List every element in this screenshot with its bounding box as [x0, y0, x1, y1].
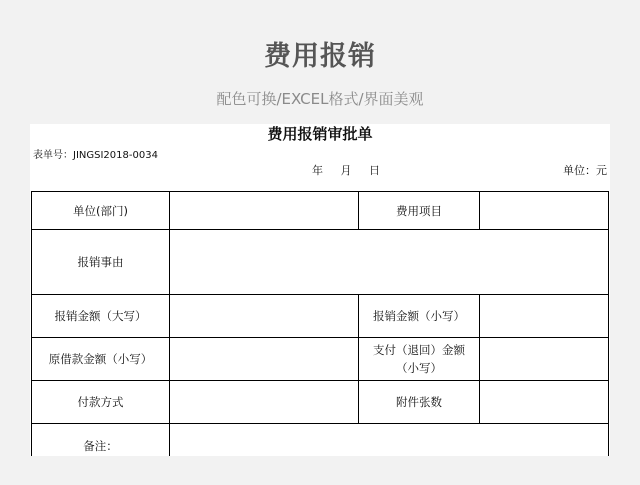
page-title: 费用报销	[264, 41, 376, 72]
attachment-count-field[interactable]	[480, 381, 609, 424]
reason-label: 报销事由	[32, 230, 170, 295]
table-row	[32, 295, 609, 338]
original-loan-label: 原借款金额（小写）	[32, 338, 170, 381]
date-month-label: 月	[340, 164, 352, 177]
table-row	[32, 381, 609, 424]
payment-refund-field[interactable]	[480, 338, 609, 381]
currency-unit: 单位：元	[563, 164, 607, 177]
table-row	[32, 192, 609, 230]
amount-lowercase-field[interactable]	[480, 295, 609, 338]
form-title: 费用报销审批单	[267, 125, 373, 143]
remarks-label: 备注：	[32, 424, 170, 457]
amount-lowercase-label: 报销金额（小写）	[359, 295, 480, 338]
payment-refund-label: 支付（退回）金额（小写）	[359, 338, 480, 381]
table-row	[32, 338, 609, 381]
table-row	[32, 424, 609, 457]
department-label: 单位(部门)	[32, 192, 170, 230]
amount-uppercase-field[interactable]	[170, 295, 359, 338]
expense-item-field[interactable]	[480, 192, 609, 230]
form-number: 表单号：JINGSI2018-0034	[33, 150, 158, 161]
form-date	[312, 163, 394, 179]
payment-method-label: 付款方式	[32, 381, 170, 424]
original-loan-field[interactable]	[170, 338, 359, 381]
amount-uppercase-label: 报销金额（大写）	[32, 295, 170, 338]
expense-item-label: 费用项目	[359, 192, 480, 230]
reimbursement-form-sheet	[30, 124, 610, 456]
page-subtitle: 配色可换/EXCEL格式/界面美观	[216, 90, 424, 108]
reimbursement-table	[31, 191, 609, 456]
reason-field[interactable]	[170, 230, 609, 295]
date-day-label: 日	[369, 164, 380, 177]
payment-method-field[interactable]	[170, 381, 359, 424]
date-year-label: 年	[312, 164, 323, 177]
remarks-field[interactable]	[170, 424, 609, 457]
department-field[interactable]	[170, 192, 359, 230]
attachment-count-label: 附件张数	[359, 381, 480, 424]
table-row	[32, 230, 609, 295]
